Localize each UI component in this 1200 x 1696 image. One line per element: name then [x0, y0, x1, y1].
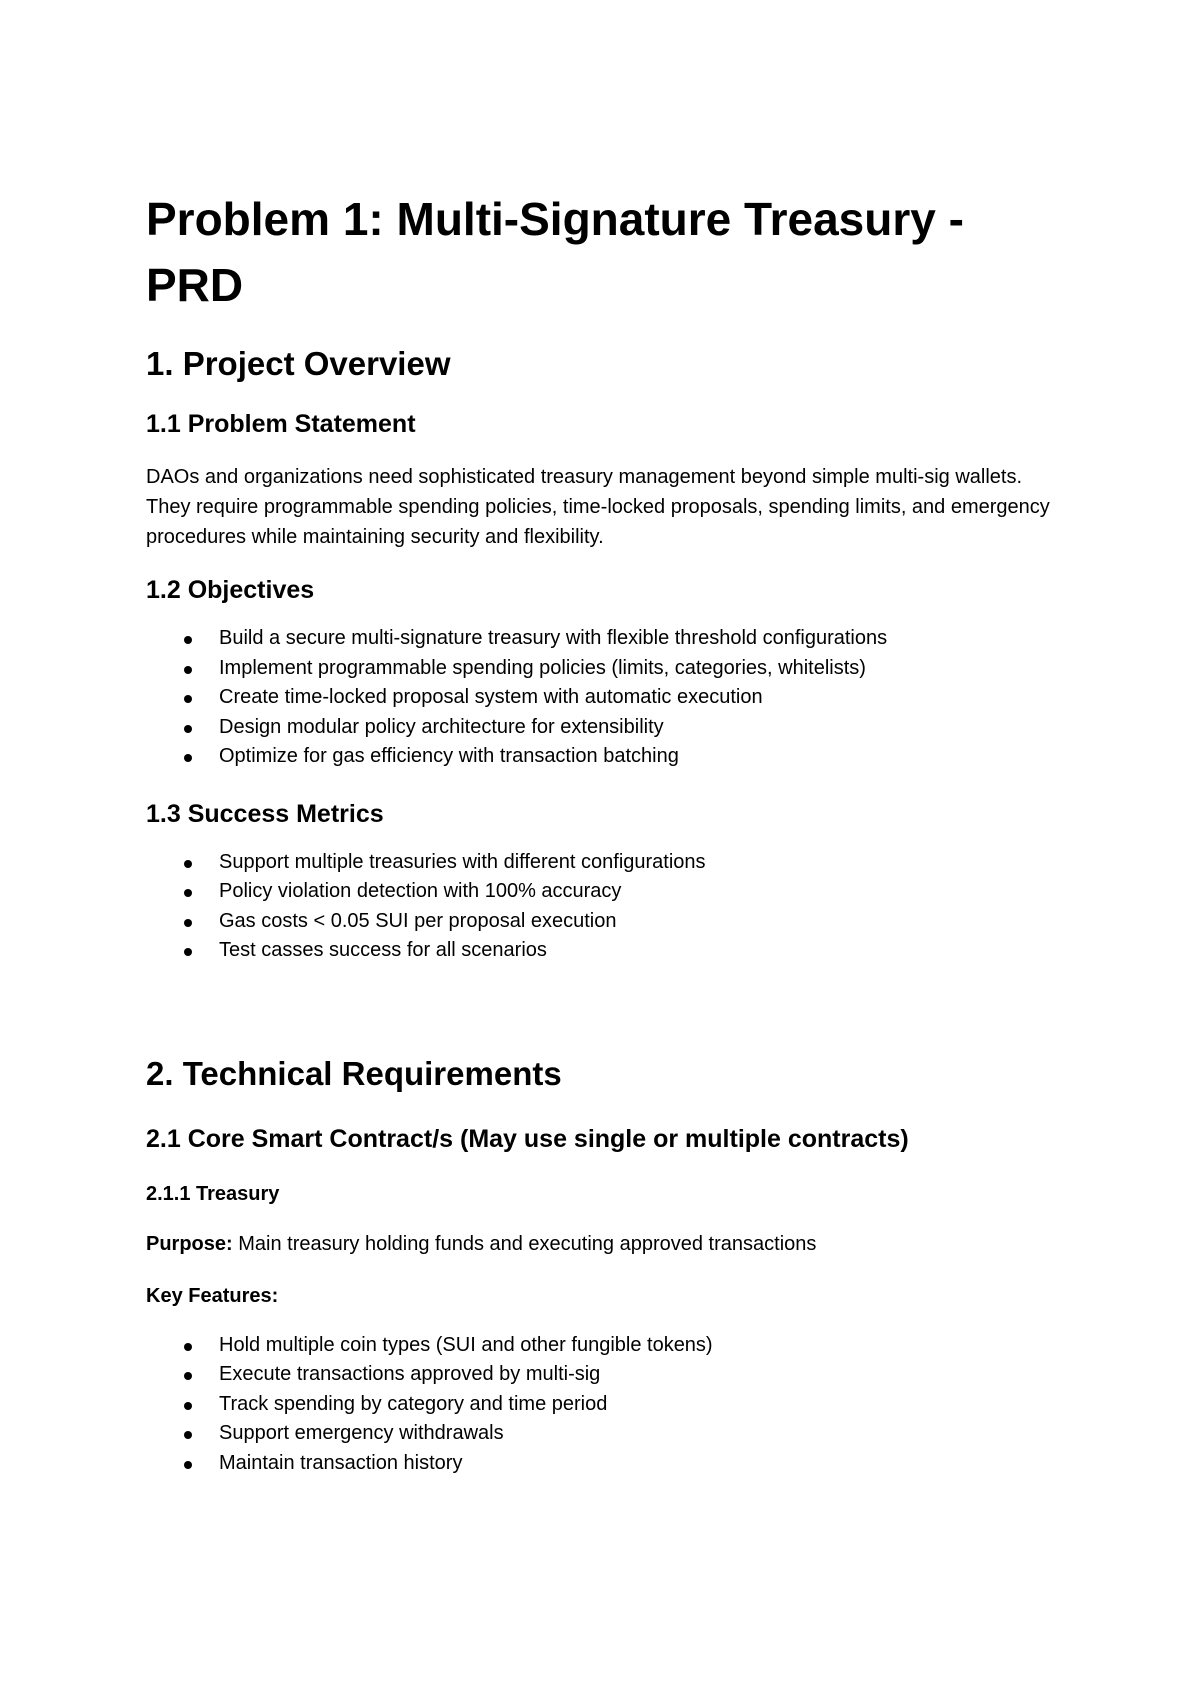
list-item: Optimize for gas efficiency with transaction batching [146, 742, 1066, 772]
bullet-icon [184, 695, 192, 703]
list-item: Support multiple treasuries with different configurations [146, 848, 1066, 878]
subsection-heading-objectives: 1.2 Objectives [146, 576, 315, 604]
document-title: Problem 1: Multi-Signature Treasury - PRD [146, 193, 964, 311]
bullet-icon [184, 1372, 192, 1380]
bullet-icon [184, 1461, 192, 1469]
bullet-icon [184, 1431, 192, 1439]
list-item: Build a secure multi-signature treasury with flexible threshold configurations [146, 624, 1066, 654]
objectives-list [146, 624, 1066, 772]
bullet-icon [184, 666, 192, 674]
key-features-label: Key Features: [146, 1284, 279, 1307]
key-features-list [146, 1331, 1066, 1479]
bullet-icon [184, 948, 192, 956]
subsubsection-heading-treasury: 2.1.1 Treasury [146, 1182, 280, 1205]
section-heading-project-overview: 1. Project Overview [146, 345, 451, 382]
bullet-icon [184, 1343, 192, 1351]
problem-statement-text: DAOs and organizations need sophisticated treasury management beyond simple multi-sig wallets. They require programmable spending policies, time-locked proposals, spending limits, and emergency procedures while maintaining security and flexibility. [146, 466, 1050, 548]
list-item: Maintain transaction history [146, 1449, 1066, 1479]
list-item: Execute transactions approved by multi-sig [146, 1360, 1066, 1390]
section-heading-technical-requirements: 2. Technical Requirements [146, 1054, 562, 1092]
list-item: Design modular policy architecture for extensibility [146, 713, 1066, 743]
list-item: Create time-locked proposal system with automatic execution [146, 683, 1066, 713]
list-item: Track spending by category and time period [146, 1390, 1066, 1420]
list-item: Hold multiple coin types (SUI and other fungible tokens) [146, 1331, 1066, 1361]
subsection-heading-success-metrics: 1.3 Success Metrics [146, 799, 384, 828]
list-item: Policy violation detection with 100% accuracy [146, 877, 1066, 907]
purpose-label: Purpose: [146, 1232, 233, 1255]
bullet-icon [184, 754, 192, 762]
bullet-icon [184, 919, 192, 927]
success-metrics-list [146, 848, 1066, 966]
purpose-text: Main treasury holding funds and executing approved transactions [232, 1232, 817, 1255]
bullet-icon [184, 725, 192, 733]
list-item: Implement programmable spending policies (limits, categories, whitelists) [146, 654, 1066, 684]
list-item: Support emergency withdrawals [146, 1419, 1066, 1449]
treasury-purpose [146, 1229, 1066, 1259]
bullet-icon [184, 889, 192, 897]
bullet-icon [184, 860, 192, 868]
list-item: Test casses success for all scenarios [146, 936, 1066, 966]
list-item: Gas costs < 0.05 SUI per proposal execution [146, 907, 1066, 937]
document-page [146, 186, 1066, 1478]
bullet-icon [184, 1402, 192, 1410]
subsection-heading-problem-statement: 1.1 Problem Statement [146, 410, 416, 438]
bullet-icon [184, 636, 192, 644]
subsection-heading-core-smart-contracts: 2.1 Core Smart Contract/s (May use single or multiple contracts) [146, 1124, 909, 1153]
